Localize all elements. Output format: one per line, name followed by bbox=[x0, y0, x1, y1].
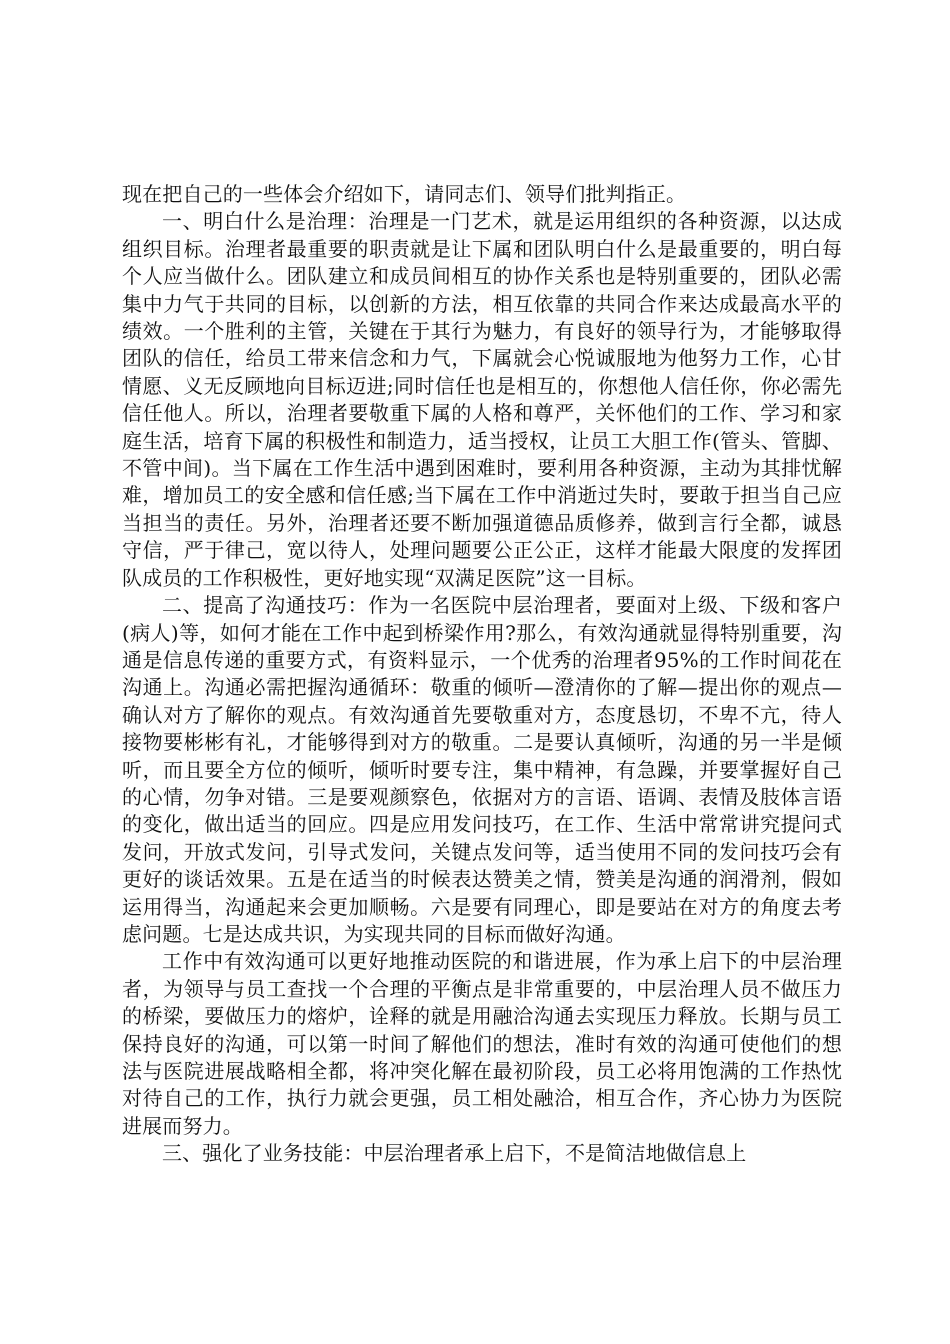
paragraph-section-three: 三、强化了业务技能：中层治理者承上启下，不是简洁地做信息上 bbox=[162, 1141, 747, 1166]
paragraph-communication: 工作中有效沟通可以更好地推动医院的和谐进展，作为承上启下的中层治理者，为领导与员工查找一个合理的平衡点是非常重要的，中层治理人员不做压力的桥梁，要做压力的熔炉，诠释的就是用融洽沟通去实现压力释放。长期与员工保持良好的沟通，可以第一时间了解他们的想法，准时有效的沟通可使他们的想法与医院进展战略相全都，将冲突化解在最初阶段，员工必将用饱满的工作热忱对待自己的工作，执行力就会更强，员工相处融洽，相互合作，齐心协力为医院进展而努力。 bbox=[122, 949, 842, 1138]
paragraph-section-two: 二、提高了沟通技巧：作为一名医院中层治理者，要面对上级、下级和客户(病人)等，如何才能在工作中起到桥梁作用?那么，有效沟通就显得特别重要，沟通是信息传递的重要方式，有资料显示，一个优秀的治理者95%的工作时间花在沟通上。沟通必需把握沟通循环：敬重的倾听—澄清你的了解—提出你的观点—确认对方了解你的观点。有效沟通首先要敬重对方，态度恳切，不卑不亢，待人接物要彬彬有礼，才能够得到对方的敬重。二是要认真倾听，沟通的另一半是倾听，而且要全方位的倾听，倾听时要专注，集中精神，有急躁，并要掌握好自己的心情，勿争对错。三是要观颜察色，依据对方的言语、语调、表情及肢体言语的变化，做出适当的回应。四是应用发问技巧，在工作、生活中常常讲究提问式发问，开放式发问，引导式发问，关键点发问等，适当使用不同的发问技巧会有更好的谈话效果。五是在适当的时候表达赞美之情，赞美是沟通的润滑剂，假如运用得当，沟通起来会更加顺畅。六是要有同理心，即是要站在对方的角度去考虑问题。七是达成共识，为实现共同的目标而做好沟通。 bbox=[122, 593, 842, 946]
document-body bbox=[122, 181, 842, 1168]
paragraph-section-one: 一、明白什么是治理：治理是一门艺术，就是运用组织的各种资源，以达成组织目标。治理者最重要的职责就是让下属和团队明白什么是最重要的，明白每个人应当做什么。团队建立和成员间相互的协作关系也是特别重要的，团队必需集中力气于共同的目标，以创新的方法，相互依靠的共同合作来达成最高水平的绩效。一个胜利的主管，关键在于其行为魅力，有良好的领导行为，才能够取得团队的信任，给员工带来信念和力气，下属就会心悦诚服地为他努力工作，心甘情愿、义无反顾地向目标迈进;同时信任也是相互的，你想他人信任你，你必需先信任他人。所以，治理者要敬重下属的人格和尊严，关怀他们的工作、学习和家庭生活，培育下属的积极性和制造力，适当授权，让员工大胆工作(管头、管脚、不管中间)。当下属在工作生活中遇到困难时，要利用各种资源，主动为其排忧解难，增加员工的安全感和信任感;当下属在工作中消逝过失时，要敢于担当自己应当担当的责任。另外，治理者还要不断加强道德品质修养，做到言行全都，诚恳守信，严于律己，宽以待人，处理问题要公正公正，这样才能最大限度的发挥团队成员的工作积极性，更好地实现“双满足医院”这一目标。 bbox=[122, 209, 842, 590]
paragraph-intro: 现在把自己的一些体会介绍如下，请同志们、领导们批判指正。 bbox=[122, 182, 687, 206]
